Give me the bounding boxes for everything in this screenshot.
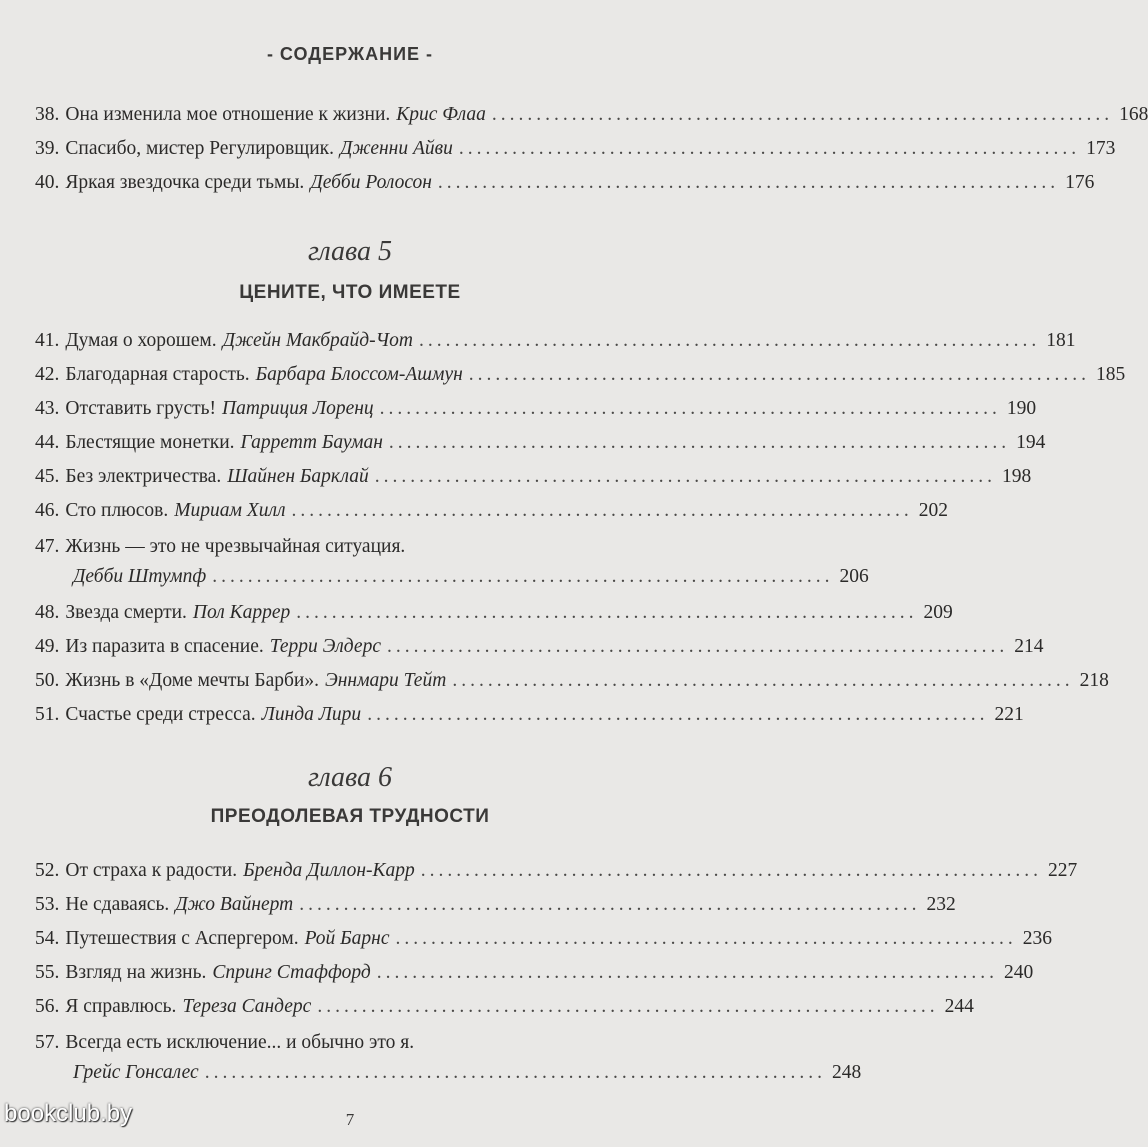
toc-entry: 46. Сто плюсов. Мириам Хилл ...................................................................... 202 xyxy=(35,500,948,521)
toc-entry: 55. Взгляд на жизнь. Спринг Стаффорд ...................................................................... 240 xyxy=(35,962,1034,983)
chapter-6-title: ПРЕОДОЛЕВАЯ ТРУДНОСТИ xyxy=(210,806,490,827)
toc-entry: 56. Я справлюсь. Тереза Сандерс ...................................................................... 244 xyxy=(35,996,974,1017)
chapter-6-label: глава 6 xyxy=(307,762,393,793)
toc-entry: 57. Всегда есть исключение... и обычно это я. Грейс Гонсалес ...................................................................... 248 xyxy=(35,1032,862,1083)
toc-entry: 48. Звезда смерти. Пол Каррер ...................................................................... 209 xyxy=(35,602,953,623)
toc-entry: 42. Благодарная старость. Барбара Блоссом-Ашмун ...................................................................... 185 xyxy=(35,364,1126,385)
toc-entry: 39. Спасибо, мистер Регулировщик. Дженни Айви ...................................................................... 173 xyxy=(35,138,1116,159)
toc-entry: 44. Блестящие монетки. Гарретт Бауман ...................................................................... 194 xyxy=(35,432,1046,453)
page-number: 7 xyxy=(345,1110,355,1129)
toc-entry: 43. Отставить грусть! Патриция Лоренц ...................................................................... 190 xyxy=(35,398,1037,419)
toc-entry: 52. От страха к радости. Бренда Диллон-Карр ...................................................................... 227 xyxy=(35,860,1078,881)
chapter-5-label: глава 5 xyxy=(307,236,393,267)
toc-entry: 53. Не сдаваясь. Джо Вайнерт ...................................................................... 232 xyxy=(35,894,956,915)
toc-entry: 47. Жизнь — это не чрезвычайная ситуация. Дебби Штумпф ...................................................................... 206 xyxy=(35,536,869,587)
toc-entry: 51. Счастье среди стресса. Линда Лири ...................................................................... 221 xyxy=(35,704,1024,725)
toc-entry: 40. Яркая звездочка среди тьмы. Дебби Ролосон ...................................................................... 176 xyxy=(35,172,1095,193)
toc-entry: 49. Из паразита в спасение. Терри Элдерс ...................................................................... 214 xyxy=(35,636,1044,657)
toc-entry: 54. Путешествия с Аспергером. Рой Барнс ...................................................................... 236 xyxy=(35,928,1052,949)
chapter-5-title: ЦЕНИТЕ, ЧТО ИМЕЕТЕ xyxy=(239,282,461,303)
toc-entry: 50. Жизнь в «Доме мечты Барби». Эннмари Тейт ...................................................................... 218 xyxy=(35,670,1109,691)
toc-entry: 45. Без электричества. Шайнен Барклай ...................................................................... 198 xyxy=(35,466,1032,487)
toc-entry: 38. Она изменила мое отношение к жизни. Крис Флаа ...................................................................... 168 xyxy=(35,104,1148,125)
watermark: bookclub.by xyxy=(4,1100,133,1127)
toc-entry: 41. Думая о хорошем. Джейн Макбрайд-Чот ...................................................................... 181 xyxy=(35,330,1076,351)
contents-header: - СОДЕРЖАНИЕ - xyxy=(266,44,434,64)
